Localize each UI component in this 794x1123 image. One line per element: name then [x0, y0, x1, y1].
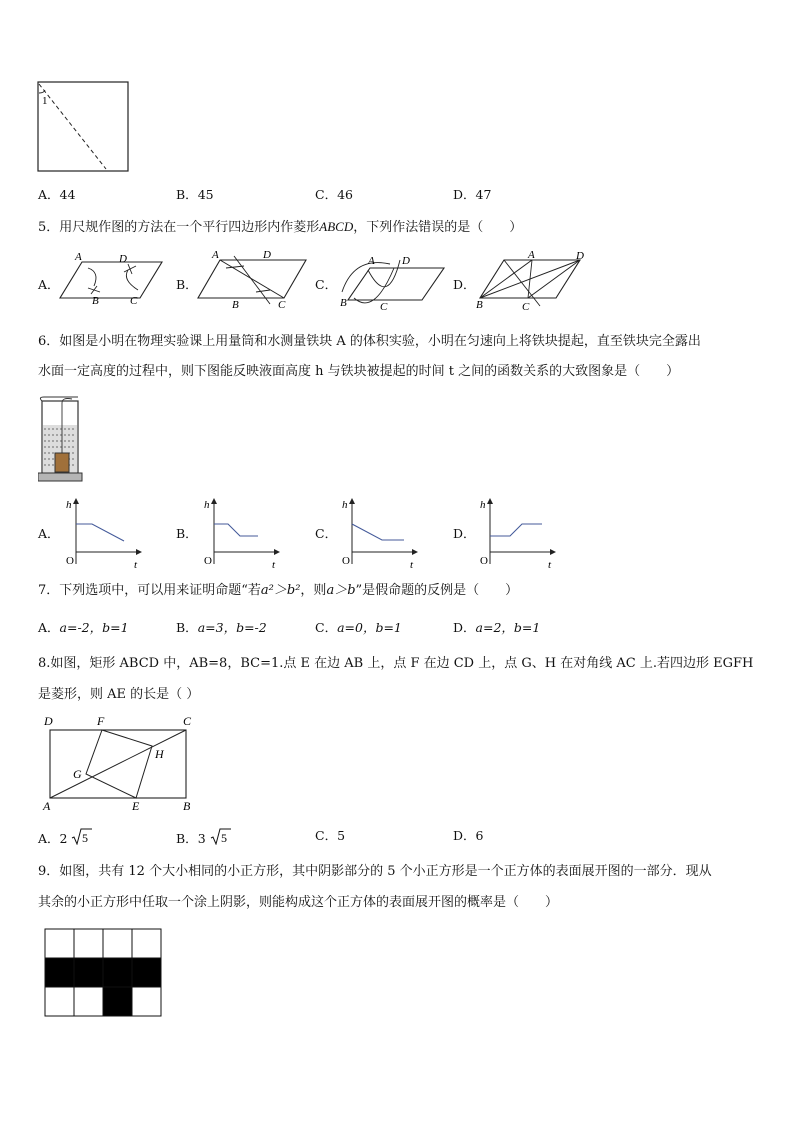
point-c: C — [522, 301, 530, 312]
point-c: C — [130, 295, 138, 304]
q6-stem-line-2: 水面一定高度的过程中，则下图能反映液面高度 h 与铁块被提起的时间 t 之间的函数关系的大致图象是（ ） — [38, 364, 680, 379]
point-b: B — [92, 295, 99, 304]
point-c: C — [380, 301, 388, 310]
x-arrow — [274, 549, 280, 555]
y-arrow — [211, 498, 217, 504]
q4-option-d[interactable]: D．47 — [453, 187, 492, 202]
axis-t: t — [548, 559, 552, 571]
q8-rectangle-figure — [38, 712, 198, 816]
point-d: D — [576, 250, 584, 262]
angle-label: 1 — [42, 95, 48, 107]
point-h: H — [155, 747, 164, 761]
svg-text:5: 5 — [82, 831, 89, 845]
q4-figure — [36, 80, 132, 174]
point-a: A — [212, 249, 219, 261]
grid-cell — [45, 929, 74, 958]
q6-graph-c — [338, 494, 424, 574]
q8-stem-line-2: 是菱形，则 AE 的长是（ ） — [38, 687, 200, 702]
point-a: A — [528, 249, 535, 261]
shaded-cell — [45, 958, 74, 987]
point-d: D — [402, 255, 410, 267]
q6-option-c-letter[interactable]: C． — [315, 526, 338, 541]
square-outline — [38, 82, 128, 171]
axis-h: h — [204, 499, 210, 511]
grid-cell — [132, 987, 161, 1016]
q4-option-b[interactable]: B．45 — [176, 187, 214, 202]
q7-option-a[interactable]: A．a=-2，b=1 — [38, 620, 129, 635]
q6-option-a-letter[interactable]: A． — [38, 526, 60, 541]
point-a: A — [43, 799, 51, 813]
graph-line — [352, 524, 404, 540]
svg-text:5: 5 — [220, 831, 227, 845]
point-d: D — [44, 714, 53, 728]
x-arrow — [412, 549, 418, 555]
y-arrow — [73, 498, 79, 504]
y-arrow — [487, 498, 493, 504]
cylinder-base — [38, 473, 82, 481]
q8-option-a[interactable]: A．2 5 — [38, 828, 93, 849]
arc-mark-2 — [256, 290, 270, 292]
arc-around-b — [342, 263, 390, 292]
q5-figure-a — [58, 250, 170, 304]
x-arrow — [136, 549, 142, 555]
diagonal-ac — [50, 730, 186, 798]
point-a: A — [368, 255, 375, 267]
q8-option-b[interactable]: B．3 5 — [176, 828, 232, 849]
point-g: G — [73, 767, 82, 781]
parallelogram — [60, 262, 162, 298]
arc-mark-b — [88, 286, 100, 294]
q5-option-c-letter[interactable]: C． — [315, 277, 338, 292]
q7-option-d[interactable]: D．a=2，b=1 — [453, 620, 541, 635]
point-a: A — [75, 251, 82, 263]
graph-line — [214, 524, 258, 536]
q6-cylinder-figure — [38, 395, 84, 483]
arc-from-c — [126, 270, 138, 290]
point-b: B — [340, 297, 347, 309]
q5-option-b-letter[interactable]: B． — [176, 277, 198, 292]
shaded-cell — [103, 987, 132, 1016]
sqrt-icon — [210, 828, 232, 849]
point-b: B — [183, 799, 191, 813]
origin-o: O — [204, 555, 212, 567]
q7-option-c[interactable]: C．a=0，b=1 — [315, 620, 402, 635]
grid-cell — [74, 987, 103, 1016]
iron-block — [55, 453, 69, 472]
point-c: C — [183, 714, 192, 728]
q6-graph-b — [200, 494, 286, 574]
point-e: E — [132, 799, 140, 813]
q6-stem-line-1: 6．如图是小明在物理实验课上用量筒和水测量铁块 A 的体积实验，小明在匀速向上将铁块提起，直至铁块完全露出 — [38, 334, 701, 349]
point-f: F — [97, 714, 105, 728]
q5-figure-d — [474, 246, 590, 312]
q9-stem-line-2: 其余的小正方形中任取一个涂上阴影，则能构成这个正方体的表面展开图的概率是（ ） — [38, 895, 559, 910]
point-d: D — [263, 249, 271, 261]
point-b: B — [232, 299, 239, 308]
grid-cell — [45, 987, 74, 1016]
q4-option-c[interactable]: C．46 — [315, 187, 353, 202]
q9-stem-line-1: 9．如图，共有 12 个大小相同的小正方形，其中阴影部分的 5 个小正方形是一个正方体的表面展开图的一部分．现从 — [38, 864, 712, 879]
diagonal-a-c — [220, 260, 284, 298]
q4-option-a[interactable]: A．44 — [38, 187, 76, 202]
q8-stem-line-1: 8.如图，矩形 ABCD 中，AB=8，BC=1.点 E 在边 AB 上，点 F 在边 CD 上，点 G、H 在对角线 AC 上.若四边形 EGFH — [38, 656, 754, 671]
q7-stem: 7．下列选项中，可以用来证明命题“若a²＞b²，则a＞b”是假命题的反例是（ ） — [38, 583, 519, 598]
q5-option-d-letter[interactable]: D． — [453, 277, 476, 292]
grid-cell — [132, 929, 161, 958]
axis-h: h — [66, 499, 72, 511]
y-arrow — [349, 498, 355, 504]
cylinder-lip — [40, 397, 78, 401]
shaded-cell — [74, 958, 103, 987]
perp-bisector — [234, 256, 270, 304]
shaded-cell — [132, 958, 161, 987]
segment-c-d — [528, 260, 580, 298]
grid-cell — [74, 929, 103, 958]
arc-mark-1 — [226, 266, 244, 268]
q6-option-d-letter[interactable]: D． — [453, 526, 476, 541]
q7-option-b[interactable]: B．a=3，b=-2 — [176, 620, 267, 635]
arc-from-a — [88, 268, 96, 286]
q9-grid-figure — [44, 928, 162, 1018]
q6-option-b-letter[interactable]: B． — [176, 526, 198, 541]
q5-stem: 5．用尺规作图的方法在一个平行四边形内作菱形ABCD，下列作法错误的是（ ） — [38, 219, 523, 235]
q5-figure-c — [334, 248, 450, 310]
grid-cell — [103, 929, 132, 958]
segment-b-a — [480, 260, 532, 298]
axis-t: t — [134, 559, 138, 571]
x-arrow — [550, 549, 556, 555]
origin-o: O — [480, 555, 488, 567]
point-d: D — [119, 253, 127, 265]
diagonal-dashed — [39, 84, 106, 169]
q8-option-c[interactable]: C．5 — [315, 828, 346, 843]
q8-option-d[interactable]: D．6 — [453, 828, 484, 843]
origin-o: O — [342, 555, 350, 567]
origin-o: O — [66, 555, 74, 567]
q5-figure-b — [196, 246, 312, 308]
graph-line — [490, 524, 542, 536]
graph-line — [76, 524, 124, 541]
point-c: C — [278, 299, 286, 308]
point-b: B — [476, 299, 483, 311]
q5-option-a-letter[interactable]: A． — [38, 277, 60, 292]
axis-h: h — [480, 499, 486, 511]
sqrt-icon — [71, 828, 93, 849]
arc-mark-d — [124, 264, 136, 274]
q6-graph-d — [476, 494, 562, 574]
axis-t: t — [272, 559, 276, 571]
axis-h: h — [342, 499, 348, 511]
q6-graph-a — [62, 494, 148, 574]
shaded-cell — [103, 958, 132, 987]
axis-t: t — [410, 559, 414, 571]
